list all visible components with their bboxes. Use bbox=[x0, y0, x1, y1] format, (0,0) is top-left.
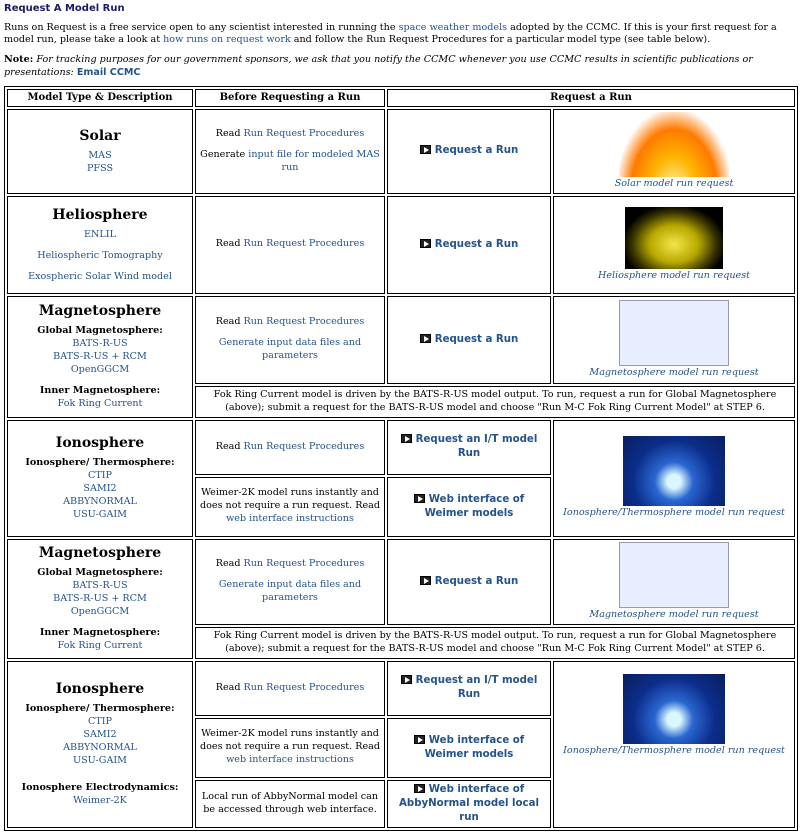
mag1-inner-label: Inner Magnetosphere: bbox=[39, 385, 161, 397]
iono2-model-cell bbox=[7, 661, 193, 828]
page-title: Request A Model Run bbox=[4, 3, 125, 14]
space-weather-models-link[interactable]: space weather models bbox=[398, 21, 508, 33]
model-link-pfss[interactable]: PFSS bbox=[86, 162, 114, 174]
model-link-mas[interactable]: MAS bbox=[88, 149, 112, 161]
model-link-ctip[interactable]: CTIP bbox=[88, 470, 112, 482]
header-model-type: Model Type & Description bbox=[7, 89, 193, 107]
mag1-caption-link[interactable]: Magnetosphere model run request bbox=[589, 366, 759, 378]
mag2-input-files-link[interactable]: Generate input data files and parameters bbox=[218, 579, 362, 604]
solar-row bbox=[7, 109, 795, 194]
magnetosphere-row-1 bbox=[7, 296, 795, 384]
model-link-sami2[interactable]: SAMI2 bbox=[83, 483, 117, 495]
table-header-row bbox=[7, 89, 795, 107]
arrow-icon bbox=[420, 334, 431, 343]
iono2-weimer-button[interactable]: Web interface of Weimer models bbox=[424, 734, 525, 760]
iono2-weimer-instructions-link[interactable]: web interface instructions bbox=[226, 754, 354, 766]
iono1-model-cell bbox=[7, 420, 193, 537]
helio-image-cell bbox=[553, 196, 795, 294]
iono1-sub-label: Ionosphere/ Thermosphere: bbox=[25, 457, 175, 469]
iono1-weimer-cell: Weimer-2K model runs instantly and does not require a run request. Read web interface instructions bbox=[195, 477, 385, 537]
solar-before-cell: Read Run Request Procedures Generate input file for modeled MAS run bbox=[195, 109, 385, 194]
mag2-thumbnail[interactable] bbox=[619, 542, 729, 608]
helio-model-cell bbox=[7, 196, 193, 294]
header-request-run: Request a Run bbox=[387, 89, 795, 107]
mag1-before-cell: Read Run Request Procedures Generate input data files and parameters bbox=[195, 296, 385, 384]
model-link-sami2[interactable]: SAMI2 bbox=[83, 729, 117, 741]
solar-request-cell bbox=[387, 109, 551, 194]
mag1-request-button[interactable]: Request a Run bbox=[434, 333, 519, 345]
iono2-image-cell bbox=[553, 661, 795, 828]
solar-input-file-link[interactable]: input file for modeled MAS run bbox=[248, 148, 380, 173]
mag2-inner-label: Inner Magnetosphere: bbox=[39, 627, 161, 639]
solar-request-button[interactable]: Request a Run bbox=[434, 145, 519, 157]
helio-title: Heliosphere bbox=[52, 206, 148, 223]
helio-procedures-link[interactable]: Run Request Procedures bbox=[243, 238, 365, 250]
iono2-caption-link[interactable]: Ionosphere/Thermosphere model run request bbox=[563, 744, 785, 756]
helio-request-cell bbox=[387, 196, 551, 294]
model-link-helio-tomography[interactable]: Heliospheric Tomography bbox=[37, 249, 163, 261]
iono2-electro-label: Ionosphere Electrodynamics: bbox=[21, 781, 179, 793]
intro-paragraph: Runs on Request is a free service open to any scientist interested in running the space weather models adopted by the CCMC. If this is your first request for a model run, please take a look at how runs on request work and follow the Run Request Procedures for a particular model type (see table below). bbox=[4, 21, 777, 46]
iono1-title: Ionosphere bbox=[55, 435, 145, 452]
model-runs-table bbox=[4, 86, 798, 830]
email-ccmc-link[interactable]: Email CCMC bbox=[76, 67, 141, 79]
mag1-image-cell bbox=[553, 296, 795, 384]
mag2-global-label: Global Magnetosphere: bbox=[37, 567, 163, 579]
mag1-title: Magnetosphere bbox=[38, 303, 162, 320]
solar-thumbnail[interactable] bbox=[619, 112, 729, 177]
model-link-bats-r-us[interactable]: BATS-R-US bbox=[72, 580, 128, 592]
note-paragraph bbox=[4, 54, 796, 80]
mag2-procedures-link[interactable]: Run Request Procedures bbox=[243, 558, 365, 570]
iono2-before-cell: Read Run Request Procedures bbox=[195, 661, 385, 716]
solar-procedures-link[interactable]: Run Request Procedures bbox=[243, 127, 365, 139]
iono1-procedures-link[interactable]: Run Request Procedures bbox=[243, 440, 365, 452]
iono2-request-it-button[interactable]: Request an I/T model Run bbox=[415, 675, 538, 701]
model-link-bats-r-us-rcm[interactable]: BATS-R-US + RCM bbox=[53, 593, 147, 605]
mag2-image-cell bbox=[553, 539, 795, 625]
iono2-abby-cell: Local run of AbbyNormal model can be accessed through web interface. bbox=[195, 780, 385, 828]
iono1-weimer-instructions-link[interactable]: web interface instructions bbox=[226, 513, 354, 525]
model-link-bats-r-us-rcm[interactable]: BATS-R-US + RCM bbox=[53, 351, 147, 363]
iono2-thumbnail[interactable] bbox=[623, 674, 725, 744]
mag1-fok-note: Fok Ring Current model is driven by the BATS-R-US model output. To run, request a run for Global Magnetosphere (above); submit a request for the BATS-R-US model and choose "Run M-C Fok Ring Current Model" at STEP 6. bbox=[195, 386, 795, 418]
iono2-weimer-cell: Weimer-2K model runs instantly and does not require a run request. Read web interface instructions bbox=[195, 718, 385, 778]
arrow-icon bbox=[401, 675, 412, 684]
ionosphere-row-2a bbox=[7, 661, 795, 716]
model-link-openggcm[interactable]: OpenGGCM bbox=[70, 364, 130, 376]
iono2-procedures-link[interactable]: Run Request Procedures bbox=[243, 681, 365, 693]
solar-image-cell bbox=[553, 109, 795, 194]
arrow-icon bbox=[401, 434, 412, 443]
model-link-openggcm[interactable]: OpenGGCM bbox=[70, 606, 130, 618]
mag1-request-cell bbox=[387, 296, 551, 384]
arrow-icon bbox=[414, 494, 425, 503]
mag2-caption-link[interactable]: Magnetosphere model run request bbox=[589, 608, 759, 620]
ionosphere-row-1a bbox=[7, 420, 795, 475]
how-runs-work-link[interactable]: how runs on request work bbox=[163, 34, 291, 46]
iono2-abby-request-cell bbox=[387, 780, 551, 828]
iono1-request-cell bbox=[387, 420, 551, 475]
iono1-weimer-button[interactable]: Web interface of Weimer models bbox=[424, 493, 525, 519]
arrow-icon bbox=[420, 576, 431, 585]
mag1-global-label: Global Magnetosphere: bbox=[37, 325, 163, 337]
iono1-thumbnail[interactable] bbox=[623, 436, 725, 506]
model-link-weimer-2k[interactable]: Weimer-2K bbox=[73, 794, 127, 806]
mag2-before-cell: Read Run Request Procedures Generate input data files and parameters bbox=[195, 539, 385, 625]
solar-caption-link[interactable]: Solar model run request bbox=[614, 177, 734, 189]
model-link-bats-r-us[interactable]: BATS-R-US bbox=[72, 338, 128, 350]
mag2-title: Magnetosphere bbox=[38, 545, 162, 562]
model-link-abbynormal[interactable]: ABBYNORMAL bbox=[63, 742, 137, 754]
helio-thumbnail[interactable] bbox=[625, 207, 723, 269]
mag2-request-cell bbox=[387, 539, 551, 625]
iono2-abby-button[interactable]: Web interface of AbbyNormal model local run bbox=[399, 783, 539, 823]
note-text: For tracking purposes for our government sponsors, we ask that you notify the CCMC whenever you use CCMC results in scientific publications or presentations: bbox=[4, 54, 753, 79]
mag2-request-button[interactable]: Request a Run bbox=[434, 575, 519, 587]
heliosphere-row bbox=[7, 196, 795, 294]
model-link-exospheric[interactable]: Exospheric Solar Wind model bbox=[28, 270, 172, 282]
mag2-model-cell bbox=[7, 539, 193, 659]
iono2-weimer-request-cell bbox=[387, 718, 551, 778]
arrow-icon bbox=[414, 784, 425, 793]
model-link-abbynormal[interactable]: ABBYNORMAL bbox=[63, 496, 137, 508]
iono1-image-cell bbox=[553, 420, 795, 537]
iono1-weimer-request-cell bbox=[387, 477, 551, 537]
arrow-icon bbox=[420, 145, 431, 154]
iono2-title: Ionosphere bbox=[55, 681, 145, 698]
helio-before-cell: Read Run Request Procedures bbox=[195, 196, 385, 294]
model-link-fok[interactable]: Fok Ring Current bbox=[57, 398, 143, 409]
mag1-thumbnail[interactable] bbox=[619, 300, 729, 366]
note-label: Note: bbox=[4, 54, 34, 66]
iono2-sub-label: Ionosphere/ Thermosphere: bbox=[25, 703, 175, 715]
mag1-model-cell bbox=[7, 296, 193, 418]
iono1-request-it-button[interactable]: Request an I/T model Run bbox=[415, 434, 538, 460]
solar-title: Solar bbox=[79, 127, 121, 144]
iono1-caption-link[interactable]: Ionosphere/Thermosphere model run request bbox=[563, 507, 785, 519]
model-link-ctip[interactable]: CTIP bbox=[88, 716, 112, 728]
magnetosphere-row-2 bbox=[7, 539, 795, 625]
iono1-before-cell: Read Run Request Procedures bbox=[195, 420, 385, 475]
model-link-enlil[interactable]: ENLIL bbox=[84, 228, 116, 240]
arrow-icon bbox=[420, 239, 431, 248]
helio-caption-link[interactable]: Heliosphere model run request bbox=[597, 269, 751, 281]
model-link-usu-gaim[interactable]: USU-GAIM bbox=[72, 755, 128, 767]
mag1-procedures-link[interactable]: Run Request Procedures bbox=[243, 316, 365, 328]
mag2-fok-note: Fok Ring Current model is driven by the BATS-R-US model output. To run, request a run for Global Magnetosphere (above); submit a request for the BATS-R-US model and choose "Run M-C Fok Ring Current Model" at STEP 6. bbox=[195, 627, 795, 659]
arrow-icon bbox=[414, 735, 425, 744]
header-before-requesting: Before Requesting a Run bbox=[195, 89, 385, 107]
mag1-input-files-link[interactable]: Generate input data files and parameters bbox=[218, 337, 362, 362]
model-link-fok[interactable]: Fok Ring Current bbox=[57, 639, 143, 651]
iono2-request-cell bbox=[387, 661, 551, 716]
solar-model-cell bbox=[7, 109, 193, 194]
model-link-usu-gaim[interactable]: USU-GAIM bbox=[72, 509, 128, 521]
helio-request-button[interactable]: Request a Run bbox=[434, 238, 519, 250]
